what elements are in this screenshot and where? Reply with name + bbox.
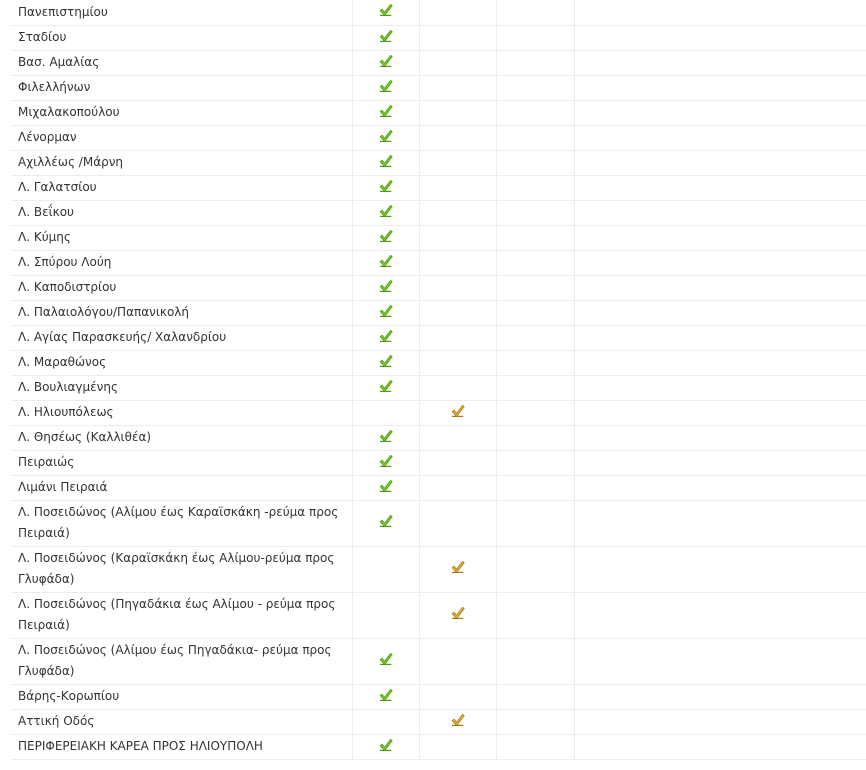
status-cell-1 [352, 225, 419, 250]
road-name: Λιμάνι Πειραιά [11, 475, 352, 500]
status-cell-3 [496, 250, 574, 275]
table-row [11, 734, 866, 759]
road-name: Αττική Οδός [11, 709, 352, 734]
road-name: Λ. Σπύρου Λούη [11, 250, 352, 275]
table-row [11, 250, 866, 275]
status-cell-4 [574, 400, 866, 425]
road-name: Πειραιώς [11, 450, 352, 475]
road-name: Αχιλλέως /Μάρνη [11, 150, 352, 175]
status-cell-2 [419, 225, 496, 250]
status-cell-2 [419, 250, 496, 275]
status-cell-4 [574, 0, 866, 25]
road-name: Λ. Ποσειδώνος (Αλίμου έως Πηγαδάκια- ρεύμα προς Γλυφάδα) [11, 638, 352, 684]
table-row [11, 225, 866, 250]
status-cell-3 [496, 125, 574, 150]
table-row [11, 175, 866, 200]
road-name: Λ. Ηλιουπόλεως [11, 400, 352, 425]
status-cell-4 [574, 450, 866, 475]
road-name: Λ. Ποσειδώνος (Καραϊσκάκη έως Αλίμου-ρεύμα προς Γλυφάδα) [11, 546, 352, 592]
table-row [11, 350, 866, 375]
traffic-status-table [11, 0, 866, 760]
status-cell-3 [496, 475, 574, 500]
status-cell-4 [574, 225, 866, 250]
status-cell-3 [496, 734, 574, 759]
road-name: Λ. Μαραθώνος [11, 350, 352, 375]
status-cell-3 [496, 175, 574, 200]
orange-check-icon [451, 606, 465, 620]
status-cell-1 [352, 450, 419, 475]
status-cell-1 [352, 325, 419, 350]
status-cell-4 [574, 350, 866, 375]
status-cell-2 [419, 425, 496, 450]
status-cell-2 [419, 125, 496, 150]
table-row [11, 275, 866, 300]
green-check-icon [379, 79, 393, 93]
green-check-icon [379, 154, 393, 168]
status-cell-1 [352, 734, 419, 759]
status-cell-1 [352, 350, 419, 375]
table-row [11, 709, 866, 734]
status-cell-2 [419, 475, 496, 500]
status-cell-3 [496, 450, 574, 475]
status-cell-3 [496, 375, 574, 400]
status-cell-1 [352, 275, 419, 300]
status-cell-2 [419, 275, 496, 300]
status-cell-4 [574, 546, 866, 592]
green-check-icon [379, 54, 393, 68]
status-cell-4 [574, 375, 866, 400]
status-cell-1 [352, 175, 419, 200]
green-check-icon [379, 204, 393, 218]
status-cell-1 [352, 709, 419, 734]
road-name: Μιχαλακοπούλου [11, 100, 352, 125]
table-row [11, 150, 866, 175]
status-cell-2 [419, 500, 496, 546]
table-row [11, 375, 866, 400]
status-cell-1 [352, 250, 419, 275]
green-check-icon [379, 304, 393, 318]
road-name: Λένορμαν [11, 125, 352, 150]
status-cell-3 [496, 100, 574, 125]
status-cell-1 [352, 546, 419, 592]
road-name: Λ. Βουλιαγμένης [11, 375, 352, 400]
status-cell-4 [574, 50, 866, 75]
status-cell-2 [419, 75, 496, 100]
status-cell-4 [574, 300, 866, 325]
green-check-icon [379, 354, 393, 368]
table-row [11, 500, 866, 546]
table-row [11, 100, 866, 125]
table-row [11, 475, 866, 500]
road-name: Βασ. Αμαλίας [11, 50, 352, 75]
road-name: ΠΕΡΙΦΕΡΕΙΑΚΗ ΚΑΡΕΑ ΠΡΟΣ ΗΛΙΟΥΠΟΛΗ [11, 734, 352, 759]
green-check-icon [379, 429, 393, 443]
status-cell-2 [419, 25, 496, 50]
table-row [11, 75, 866, 100]
table-row [11, 638, 866, 684]
status-cell-4 [574, 325, 866, 350]
status-cell-3 [496, 75, 574, 100]
status-cell-1 [352, 150, 419, 175]
status-cell-4 [574, 592, 866, 638]
road-name: Λ. Καποδιστρίου [11, 275, 352, 300]
status-cell-3 [496, 0, 574, 25]
status-cell-3 [496, 546, 574, 592]
green-check-icon [379, 179, 393, 193]
status-cell-4 [574, 125, 866, 150]
orange-check-icon [451, 404, 465, 418]
status-cell-3 [496, 709, 574, 734]
road-name: Λ. Ποσειδώνος (Αλίμου έως Καραϊσκάκη -ρεύμα προς Πειραιά) [11, 500, 352, 546]
table-row [11, 325, 866, 350]
green-check-icon [379, 3, 393, 17]
status-cell-4 [574, 25, 866, 50]
status-cell-1 [352, 25, 419, 50]
table-row [11, 0, 866, 25]
status-cell-4 [574, 275, 866, 300]
road-name: Λ. Ποσειδώνος (Πηγαδάκια έως Αλίμου - ρεύμα προς Πειραιά) [11, 592, 352, 638]
table-row [11, 125, 866, 150]
status-cell-3 [496, 275, 574, 300]
status-cell-1 [352, 425, 419, 450]
status-cell-2 [419, 150, 496, 175]
status-cell-1 [352, 592, 419, 638]
table-body [11, 0, 866, 759]
table-row [11, 425, 866, 450]
status-cell-4 [574, 100, 866, 125]
status-cell-4 [574, 475, 866, 500]
status-cell-1 [352, 375, 419, 400]
status-cell-2 [419, 0, 496, 25]
green-check-icon [379, 652, 393, 666]
green-check-icon [379, 104, 393, 118]
status-cell-3 [496, 25, 574, 50]
green-check-icon [379, 129, 393, 143]
green-check-icon [379, 688, 393, 702]
status-cell-1 [352, 684, 419, 709]
status-cell-1 [352, 475, 419, 500]
status-cell-3 [496, 638, 574, 684]
table-row [11, 200, 866, 225]
status-cell-4 [574, 684, 866, 709]
status-cell-3 [496, 325, 574, 350]
status-cell-3 [496, 225, 574, 250]
green-check-icon [379, 479, 393, 493]
status-cell-4 [574, 175, 866, 200]
status-cell-2 [419, 325, 496, 350]
status-cell-2 [419, 175, 496, 200]
status-cell-4 [574, 75, 866, 100]
green-check-icon [379, 514, 393, 528]
status-cell-2 [419, 684, 496, 709]
status-cell-4 [574, 200, 866, 225]
table-row [11, 450, 866, 475]
status-cell-1 [352, 100, 419, 125]
status-cell-3 [496, 50, 574, 75]
status-cell-1 [352, 50, 419, 75]
green-check-icon [379, 254, 393, 268]
status-cell-1 [352, 0, 419, 25]
road-name: Πανεπιστημίου [11, 0, 352, 25]
table-row [11, 592, 866, 638]
status-cell-1 [352, 500, 419, 546]
table-row [11, 546, 866, 592]
status-cell-3 [496, 592, 574, 638]
status-cell-4 [574, 425, 866, 450]
status-cell-4 [574, 250, 866, 275]
green-check-icon [379, 379, 393, 393]
status-cell-2 [419, 375, 496, 400]
status-cell-1 [352, 125, 419, 150]
status-cell-4 [574, 709, 866, 734]
road-name: Λ. Βεΐκου [11, 200, 352, 225]
status-cell-2 [419, 638, 496, 684]
status-cell-2 [419, 734, 496, 759]
status-cell-3 [496, 150, 574, 175]
status-cell-2 [419, 50, 496, 75]
road-name: Βάρης-Κορωπίου [11, 684, 352, 709]
green-check-icon [379, 279, 393, 293]
table-row [11, 25, 866, 50]
table-row [11, 300, 866, 325]
road-name: Λ. Γαλατσίου [11, 175, 352, 200]
status-cell-2 [419, 546, 496, 592]
status-cell-3 [496, 200, 574, 225]
status-cell-2 [419, 350, 496, 375]
status-cell-1 [352, 300, 419, 325]
status-cell-2 [419, 200, 496, 225]
status-cell-2 [419, 709, 496, 734]
status-cell-1 [352, 638, 419, 684]
status-cell-3 [496, 684, 574, 709]
road-name: Λ. Παλαιολόγου/Παπανικολή [11, 300, 352, 325]
road-name: Λ. Αγίας Παρασκευής/ Χαλανδρίου [11, 325, 352, 350]
green-check-icon [379, 29, 393, 43]
status-cell-4 [574, 150, 866, 175]
status-cell-1 [352, 75, 419, 100]
status-cell-3 [496, 400, 574, 425]
status-cell-3 [496, 350, 574, 375]
table-row [11, 684, 866, 709]
table-row [11, 50, 866, 75]
status-cell-4 [574, 500, 866, 546]
status-cell-4 [574, 734, 866, 759]
road-name: Σταδίου [11, 25, 352, 50]
green-check-icon [379, 738, 393, 752]
status-cell-1 [352, 200, 419, 225]
orange-check-icon [451, 713, 465, 727]
status-cell-2 [419, 300, 496, 325]
status-cell-2 [419, 450, 496, 475]
orange-check-icon [451, 560, 465, 574]
green-check-icon [379, 329, 393, 343]
road-name: Λ. Θησέως (Καλλιθέα) [11, 425, 352, 450]
green-check-icon [379, 454, 393, 468]
status-cell-2 [419, 592, 496, 638]
road-name: Φιλελλήνων [11, 75, 352, 100]
status-cell-3 [496, 300, 574, 325]
table-row [11, 400, 866, 425]
status-cell-3 [496, 500, 574, 546]
status-cell-4 [574, 638, 866, 684]
status-cell-3 [496, 425, 574, 450]
road-name: Λ. Κύμης [11, 225, 352, 250]
status-cell-1 [352, 400, 419, 425]
green-check-icon [379, 229, 393, 243]
status-cell-2 [419, 100, 496, 125]
status-cell-2 [419, 400, 496, 425]
